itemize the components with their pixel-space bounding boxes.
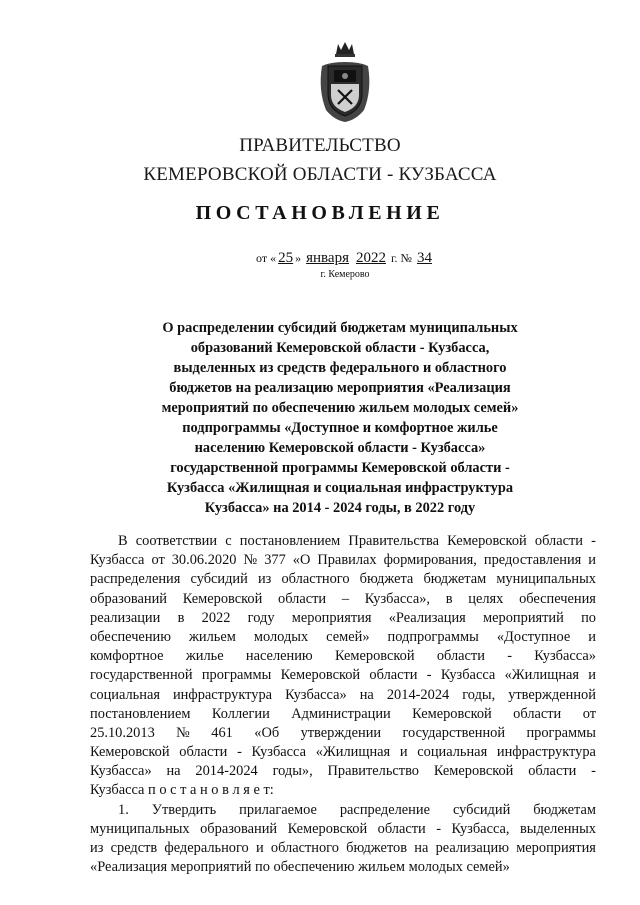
body-line: Кузбасса от 30.06.2020 № 377 «О Правилах формирования, предоставления и <box>90 552 596 569</box>
government-name-line2: КЕМЕРОВСКОЙ ОБЛАСТИ - КУЗБАССА <box>143 164 497 185</box>
body-line: Кузбасса п о с т а н о в л я е т: <box>90 782 274 799</box>
document-title <box>138 318 542 518</box>
title-line: образований Кемеровской области - Кузбасса, <box>190 340 490 356</box>
body-line: «Реализация мероприятий по обеспечению жильем молодых семей» <box>90 859 510 876</box>
body-line: В соответствии с постановлением Правительства Кемеровской области - <box>118 533 596 549</box>
title-line: бюджетов на реализацию мероприятия «Реализация <box>169 380 511 396</box>
title-line: мероприятий по обеспечению жильем молодых семей» <box>161 400 519 416</box>
body-line: 1. Утвердить прилагаемое распределение субсидий бюджетам <box>118 801 596 818</box>
document-type: ПОСТАНОВЛЕНИЕ <box>195 202 445 224</box>
body-line: государственной программы Кемеровской области - Кузбасса «Жилищная и <box>90 667 596 684</box>
date-prefix: от « <box>256 251 277 265</box>
date-day: 25 <box>278 250 294 266</box>
title-line: Кузбасса «Жилищная и социальная инфраструктура <box>166 480 514 496</box>
date-year: 2022 <box>355 250 386 266</box>
date-month: января <box>306 250 349 266</box>
body-line: 25.10.2013 № 461 «Об утверждении государственной программы <box>90 724 596 741</box>
number-label: № <box>400 251 412 265</box>
government-name-line1: ПРАВИТЕЛЬСТВО <box>239 135 401 156</box>
date-mid: » <box>295 251 302 265</box>
body-line: обеспечению жильем молодых семей» подпрограммы «Доступное и <box>90 628 596 645</box>
body-line: из средств федерального и областного бюджетов на реализацию мероприятия <box>90 840 596 856</box>
document-body <box>90 532 596 877</box>
body-line: Кузбасса» на 2014-2024 годы», Правительство Кемеровской области - <box>90 763 596 780</box>
title-line: подпрограммы «Доступное и комфортное жилье <box>182 420 498 436</box>
date-line <box>235 250 455 267</box>
title-line: О распределении субсидий бюджетам муниципальных <box>162 320 518 336</box>
body-line: муниципальных образований Кемеровской области - Кузбасса, выделенных <box>90 820 596 837</box>
city-name: г. Кемерово <box>320 269 370 280</box>
title-line: Кузбасса» на 2014 - 2024 годы, в 2022 году <box>204 500 476 516</box>
document-number: 34 <box>417 250 432 266</box>
date-year-suffix: г. <box>390 251 398 265</box>
title-line: государственной программы Кемеровской области - <box>170 460 510 476</box>
title-line: населению Кемеровской области - Кузбасса» <box>194 440 486 456</box>
title-line: выделенных из средств федерального и областного <box>173 360 507 376</box>
body-line: комфортное жилье населению Кемеровской области - Кузбасса» <box>90 648 596 665</box>
body-line: постановлением Коллегии Администрации Кемеровской области от <box>90 705 596 722</box>
body-line: социальная инфраструктура Кузбасса» на 2014-2024 годы, утвержденной <box>90 686 596 703</box>
body-line: распределения субсидий из областного бюджета бюджетам муниципальных <box>90 571 596 588</box>
body-line: Кемеровской области - Кузбасса «Жилищная и социальная инфраструктура <box>90 744 596 761</box>
coat-of-arms-icon <box>316 40 374 124</box>
body-line: реализации в 2022 году мероприятия «Реализация мероприятий по <box>90 609 596 626</box>
body-line: образований Кемеровской области – Кузбасса», в целях обеспечения <box>90 590 596 607</box>
